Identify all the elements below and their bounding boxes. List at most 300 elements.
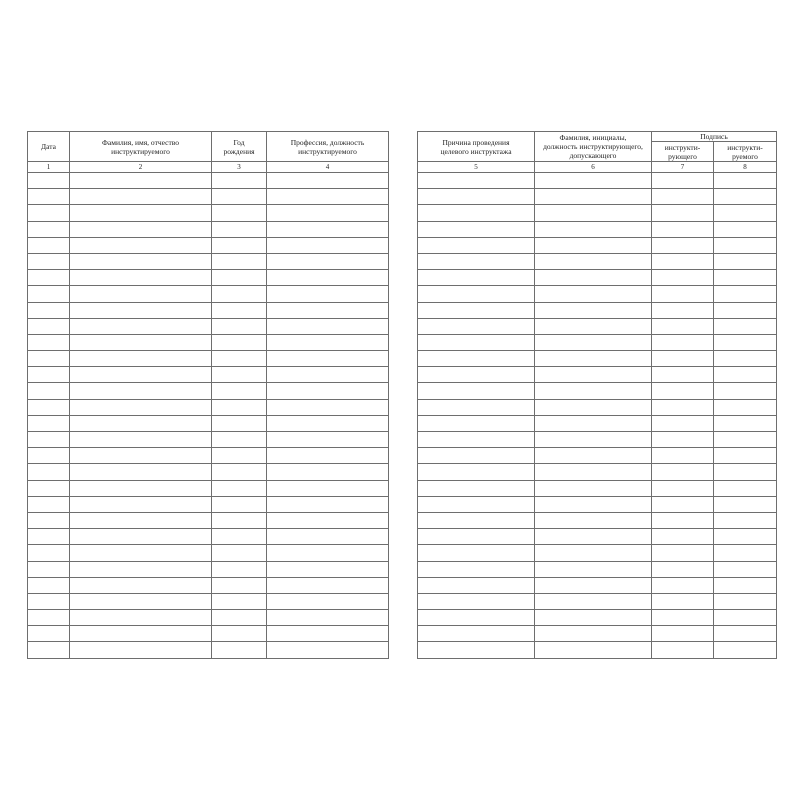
right-entry-cell[interactable]: [652, 318, 714, 334]
left-entry-cell[interactable]: [70, 367, 212, 383]
left-entry-cell[interactable]: [70, 351, 212, 367]
left-entry-cell[interactable]: [267, 221, 389, 237]
right-entry-cell[interactable]: [652, 173, 714, 189]
left-entry-cell[interactable]: [212, 529, 267, 545]
left-entry-cell[interactable]: [28, 561, 70, 577]
table-row: [418, 610, 777, 626]
right-entry-cell[interactable]: [535, 464, 652, 480]
right-entry-cell[interactable]: [418, 383, 535, 399]
right-entry-cell[interactable]: [535, 221, 652, 237]
left-entry-cell[interactable]: [212, 189, 267, 205]
right-entry-cell[interactable]: [714, 561, 777, 577]
table-row: [418, 367, 777, 383]
left-entry-cell[interactable]: [70, 221, 212, 237]
left-entry-cell[interactable]: [212, 496, 267, 512]
left-entry-cell[interactable]: [267, 270, 389, 286]
left-entry-cell[interactable]: [70, 593, 212, 609]
right-entry-cell[interactable]: [535, 415, 652, 431]
right-entry-cell[interactable]: [652, 448, 714, 464]
right-entry-cell[interactable]: [652, 577, 714, 593]
right-entry-cell[interactable]: [652, 383, 714, 399]
right-entry-cell[interactable]: [535, 577, 652, 593]
header-reason: Причина проведения целевого инструктажа: [418, 132, 535, 162]
left-entry-cell[interactable]: [28, 626, 70, 642]
left-entry-cell[interactable]: [28, 480, 70, 496]
right-entry-cell[interactable]: [652, 480, 714, 496]
right-entry-cell[interactable]: [418, 253, 535, 269]
table-row: [418, 302, 777, 318]
left-entry-cell[interactable]: [212, 334, 267, 350]
left-entry-cell[interactable]: [267, 302, 389, 318]
left-entry-cell[interactable]: [212, 351, 267, 367]
right-entry-cell[interactable]: [714, 173, 777, 189]
left-entry-cell[interactable]: [28, 205, 70, 221]
right-entry-cell[interactable]: [714, 480, 777, 496]
right-entry-cell[interactable]: [714, 496, 777, 512]
left-entry-cell[interactable]: [267, 464, 389, 480]
left-entry-cell[interactable]: [28, 545, 70, 561]
right-entry-cell[interactable]: [418, 496, 535, 512]
table-row: [418, 561, 777, 577]
right-entry-cell[interactable]: [652, 415, 714, 431]
left-entry-cell[interactable]: [267, 448, 389, 464]
right-entry-cell[interactable]: [535, 383, 652, 399]
right-entry-cell[interactable]: [535, 610, 652, 626]
left-entry-cell[interactable]: [28, 496, 70, 512]
left-entry-cell[interactable]: [70, 253, 212, 269]
right-entry-cell[interactable]: [418, 626, 535, 642]
left-entry-cell[interactable]: [267, 367, 389, 383]
right-entry-cell[interactable]: [652, 189, 714, 205]
right-entry-cell[interactable]: [535, 529, 652, 545]
right-entry-cell[interactable]: [418, 529, 535, 545]
table-row: [418, 642, 777, 658]
right-entry-cell[interactable]: [418, 432, 535, 448]
right-entry-cell[interactable]: [714, 448, 777, 464]
left-entry-cell[interactable]: [267, 642, 389, 658]
right-entry-cell[interactable]: [714, 577, 777, 593]
right-entry-cell[interactable]: [714, 302, 777, 318]
left-entry-cell[interactable]: [212, 593, 267, 609]
table-row: [418, 577, 777, 593]
left-entry-cell[interactable]: [212, 415, 267, 431]
table-row: [28, 593, 389, 609]
left-entry-cell[interactable]: [267, 626, 389, 642]
left-entry-cell[interactable]: [212, 448, 267, 464]
left-entry-cell[interactable]: [28, 286, 70, 302]
right-entry-cell[interactable]: [714, 512, 777, 528]
left-entry-cell[interactable]: [267, 334, 389, 350]
right-entry-cell[interactable]: [418, 448, 535, 464]
left-entry-cell[interactable]: [70, 270, 212, 286]
right-entry-cell[interactable]: [714, 626, 777, 642]
right-entry-cell[interactable]: [418, 221, 535, 237]
right-entry-cell[interactable]: [535, 480, 652, 496]
left-entry-cell[interactable]: [267, 286, 389, 302]
right-page-table: [417, 131, 777, 659]
right-entry-cell[interactable]: [535, 496, 652, 512]
right-entry-cell[interactable]: [418, 480, 535, 496]
header-full-name: Фамилия, имя, отчество инструктируемого: [70, 132, 212, 162]
table-row: [28, 318, 389, 334]
left-entry-cell[interactable]: [212, 302, 267, 318]
left-entry-cell[interactable]: [267, 173, 389, 189]
right-entry-cell[interactable]: [652, 399, 714, 415]
left-entry-cell[interactable]: [267, 415, 389, 431]
right-entry-cell[interactable]: [418, 367, 535, 383]
table-row: [418, 237, 777, 253]
left-entry-cell[interactable]: [212, 561, 267, 577]
left-entry-cell[interactable]: [212, 173, 267, 189]
left-entry-cell[interactable]: [212, 464, 267, 480]
left-entry-cell[interactable]: [70, 399, 212, 415]
left-entry-cell[interactable]: [212, 610, 267, 626]
right-entry-cell[interactable]: [652, 270, 714, 286]
left-entry-cell[interactable]: [212, 642, 267, 658]
left-entry-cell[interactable]: [212, 318, 267, 334]
left-entry-cell[interactable]: [28, 399, 70, 415]
table-row: [28, 189, 389, 205]
left-entry-cell[interactable]: [70, 512, 212, 528]
left-entry-cell[interactable]: [212, 545, 267, 561]
left-entry-cell[interactable]: [28, 189, 70, 205]
right-entry-cell[interactable]: [714, 432, 777, 448]
left-entry-cell[interactable]: [70, 448, 212, 464]
table-row: [418, 383, 777, 399]
left-entry-cell[interactable]: [212, 383, 267, 399]
table-row: [28, 302, 389, 318]
left-entry-cell[interactable]: [267, 432, 389, 448]
left-entry-cell[interactable]: [28, 221, 70, 237]
left-entry-cell[interactable]: [267, 577, 389, 593]
left-entry-cell[interactable]: [70, 286, 212, 302]
right-entry-cell[interactable]: [535, 593, 652, 609]
right-entry-cell[interactable]: [714, 334, 777, 350]
right-entry-cell[interactable]: [535, 189, 652, 205]
left-entry-cell[interactable]: [212, 577, 267, 593]
left-entry-cell[interactable]: [212, 512, 267, 528]
left-entry-cell[interactable]: [28, 302, 70, 318]
table-row: [28, 432, 389, 448]
right-entry-cell[interactable]: [418, 642, 535, 658]
table-row: [28, 496, 389, 512]
right-entry-cell[interactable]: [535, 205, 652, 221]
left-entry-cell[interactable]: [267, 253, 389, 269]
table-row: [418, 529, 777, 545]
left-entry-cell[interactable]: [28, 173, 70, 189]
table-row: [418, 221, 777, 237]
left-entry-cell[interactable]: [212, 237, 267, 253]
left-entry-cell[interactable]: [267, 561, 389, 577]
table-row: [28, 626, 389, 642]
right-entry-cell[interactable]: [714, 399, 777, 415]
left-entry-cell[interactable]: [267, 512, 389, 528]
left-entry-cell[interactable]: [28, 367, 70, 383]
right-entry-cell[interactable]: [714, 205, 777, 221]
right-entry-cell[interactable]: [535, 399, 652, 415]
right-entry-cell[interactable]: [714, 270, 777, 286]
right-entry-cell[interactable]: [714, 351, 777, 367]
right-entry-cell[interactable]: [652, 593, 714, 609]
header-admitting-person: Фамилия, инициалы, должность инструктирующего, допускающего: [535, 132, 652, 162]
right-entry-cell[interactable]: [535, 270, 652, 286]
table-row: [418, 545, 777, 561]
left-entry-cell[interactable]: [212, 253, 267, 269]
table-row: [418, 593, 777, 609]
left-entry-cell[interactable]: [28, 464, 70, 480]
column-number: 4: [267, 162, 389, 173]
left-entry-cell[interactable]: [70, 432, 212, 448]
left-entry-cell[interactable]: [267, 237, 389, 253]
left-entry-cell[interactable]: [28, 334, 70, 350]
left-entry-cell[interactable]: [70, 545, 212, 561]
table-row: [418, 253, 777, 269]
left-entry-cell[interactable]: [70, 642, 212, 658]
right-entry-cell[interactable]: [418, 237, 535, 253]
right-entry-cell[interactable]: [535, 512, 652, 528]
left-entry-cell[interactable]: [70, 173, 212, 189]
right-entry-cell[interactable]: [652, 496, 714, 512]
right-entry-cell[interactable]: [418, 318, 535, 334]
right-entry-cell[interactable]: [535, 253, 652, 269]
left-entry-cell[interactable]: [28, 270, 70, 286]
left-entry-cell[interactable]: [267, 351, 389, 367]
left-entry-cell[interactable]: [267, 610, 389, 626]
right-entry-cell[interactable]: [535, 237, 652, 253]
right-entry-cell[interactable]: [535, 318, 652, 334]
left-entry-cell[interactable]: [28, 642, 70, 658]
right-entry-cell[interactable]: [535, 173, 652, 189]
right-entry-cell[interactable]: [714, 383, 777, 399]
right-entry-cell[interactable]: [652, 432, 714, 448]
left-entry-cell[interactable]: [70, 383, 212, 399]
left-entry-cell[interactable]: [28, 448, 70, 464]
right-entry-cell[interactable]: [652, 545, 714, 561]
right-entry-cell[interactable]: [535, 545, 652, 561]
table-row: [28, 270, 389, 286]
table-row: [418, 448, 777, 464]
left-entry-cell[interactable]: [70, 529, 212, 545]
column-number: 1: [28, 162, 70, 173]
left-entry-cell[interactable]: [267, 593, 389, 609]
right-entry-cell[interactable]: [652, 253, 714, 269]
right-entry-cell[interactable]: [418, 593, 535, 609]
right-entry-cell[interactable]: [714, 286, 777, 302]
table-row: [28, 610, 389, 626]
right-entry-cell[interactable]: [418, 545, 535, 561]
right-entry-cell[interactable]: [652, 610, 714, 626]
right-entry-cell[interactable]: [418, 610, 535, 626]
right-entry-cell[interactable]: [418, 189, 535, 205]
left-entry-cell[interactable]: [28, 529, 70, 545]
right-entry-cell[interactable]: [535, 367, 652, 383]
left-entry-cell[interactable]: [267, 383, 389, 399]
left-entry-cell[interactable]: [70, 415, 212, 431]
right-entry-cell[interactable]: [418, 399, 535, 415]
right-entry-cell[interactable]: [714, 545, 777, 561]
right-entry-cell[interactable]: [535, 448, 652, 464]
table-row: [418, 270, 777, 286]
right-entry-cell[interactable]: [652, 367, 714, 383]
right-entry-cell[interactable]: [652, 237, 714, 253]
right-entry-cell[interactable]: [535, 642, 652, 658]
left-entry-cell[interactable]: [212, 367, 267, 383]
right-entry-cell[interactable]: [714, 642, 777, 658]
table-row: [28, 577, 389, 593]
left-entry-cell[interactable]: [212, 480, 267, 496]
left-entry-cell[interactable]: [70, 610, 212, 626]
left-entry-cell[interactable]: [267, 189, 389, 205]
table-row: [418, 399, 777, 415]
right-entry-cell[interactable]: [535, 334, 652, 350]
table-row: [28, 286, 389, 302]
table-row: [28, 399, 389, 415]
left-entry-cell[interactable]: [267, 480, 389, 496]
right-entry-cell[interactable]: [652, 205, 714, 221]
column-number: 5: [418, 162, 535, 173]
left-entry-cell[interactable]: [267, 529, 389, 545]
left-entry-cell[interactable]: [28, 383, 70, 399]
table-row: [418, 318, 777, 334]
right-entry-cell[interactable]: [652, 221, 714, 237]
table-row: [418, 464, 777, 480]
right-entry-cell[interactable]: [652, 561, 714, 577]
column-number: 2: [70, 162, 212, 173]
right-entry-cell[interactable]: [652, 334, 714, 350]
right-entry-cell[interactable]: [418, 512, 535, 528]
right-entry-cell[interactable]: [714, 367, 777, 383]
right-entry-cell[interactable]: [535, 351, 652, 367]
right-entry-cell[interactable]: [714, 610, 777, 626]
table-row: [28, 367, 389, 383]
left-entry-cell[interactable]: [28, 432, 70, 448]
right-entry-cell[interactable]: [714, 189, 777, 205]
left-entry-cell[interactable]: [267, 205, 389, 221]
table-row: [28, 545, 389, 561]
table-row: [28, 464, 389, 480]
right-entry-cell[interactable]: [652, 351, 714, 367]
right-entry-cell[interactable]: [652, 302, 714, 318]
right-entry-cell[interactable]: [418, 205, 535, 221]
right-entry-cell[interactable]: [714, 253, 777, 269]
column-number: 3: [212, 162, 267, 173]
left-entry-cell[interactable]: [70, 334, 212, 350]
left-entry-cell[interactable]: [28, 253, 70, 269]
table-row: [418, 626, 777, 642]
right-entry-cell[interactable]: [652, 512, 714, 528]
table-row: [418, 286, 777, 302]
left-entry-cell[interactable]: [212, 432, 267, 448]
right-entry-cell[interactable]: [535, 432, 652, 448]
left-entry-cell[interactable]: [70, 302, 212, 318]
right-entry-cell[interactable]: [714, 529, 777, 545]
table-row: [418, 415, 777, 431]
left-entry-cell[interactable]: [70, 480, 212, 496]
right-entry-cell[interactable]: [652, 286, 714, 302]
right-entry-cell[interactable]: [418, 577, 535, 593]
right-entry-cell[interactable]: [418, 561, 535, 577]
table-row: [28, 237, 389, 253]
right-entry-cell[interactable]: [652, 642, 714, 658]
left-entry-cell[interactable]: [212, 286, 267, 302]
right-entry-cell[interactable]: [535, 286, 652, 302]
left-entry-cell[interactable]: [267, 318, 389, 334]
table-row: [28, 561, 389, 577]
table-row: [28, 205, 389, 221]
left-entry-cell[interactable]: [70, 189, 212, 205]
right-entry-cell[interactable]: [418, 351, 535, 367]
right-entry-cell[interactable]: [418, 302, 535, 318]
left-entry-cell[interactable]: [267, 399, 389, 415]
right-entry-cell[interactable]: [535, 561, 652, 577]
right-entry-cell[interactable]: [418, 173, 535, 189]
right-entry-cell[interactable]: [714, 464, 777, 480]
left-entry-cell[interactable]: [70, 561, 212, 577]
left-entry-cell[interactable]: [70, 237, 212, 253]
left-entry-cell[interactable]: [70, 205, 212, 221]
right-entry-cell[interactable]: [714, 415, 777, 431]
left-entry-cell[interactable]: [28, 237, 70, 253]
right-entry-cell[interactable]: [535, 302, 652, 318]
left-entry-cell[interactable]: [212, 399, 267, 415]
right-entry-cell[interactable]: [418, 464, 535, 480]
table-row: [28, 415, 389, 431]
right-entry-cell[interactable]: [418, 334, 535, 350]
table-row: [418, 351, 777, 367]
left-entry-cell[interactable]: [70, 318, 212, 334]
left-entry-cell[interactable]: [28, 318, 70, 334]
left-entry-cell[interactable]: [28, 351, 70, 367]
left-entry-cell[interactable]: [70, 577, 212, 593]
right-entry-cell[interactable]: [714, 593, 777, 609]
left-entry-cell[interactable]: [28, 610, 70, 626]
left-entry-cell[interactable]: [212, 205, 267, 221]
right-entry-cell[interactable]: [652, 626, 714, 642]
left-entry-cell[interactable]: [28, 415, 70, 431]
right-entry-cell[interactable]: [714, 237, 777, 253]
left-page-table: [27, 131, 389, 659]
left-entry-cell[interactable]: [28, 512, 70, 528]
left-entry-cell[interactable]: [212, 221, 267, 237]
left-entry-cell[interactable]: [267, 545, 389, 561]
left-entry-cell[interactable]: [70, 626, 212, 642]
left-entry-cell[interactable]: [212, 626, 267, 642]
table-row: [418, 205, 777, 221]
table-row: [418, 496, 777, 512]
table-row: [418, 432, 777, 448]
right-entry-cell[interactable]: [652, 529, 714, 545]
table-row: [28, 383, 389, 399]
left-entry-cell[interactable]: [70, 464, 212, 480]
table-row: [28, 221, 389, 237]
right-entry-cell[interactable]: [418, 286, 535, 302]
right-entry-cell[interactable]: [652, 464, 714, 480]
table-row: [28, 512, 389, 528]
header-signature-instructed: инструкти- руемого: [714, 142, 777, 162]
left-entry-cell[interactable]: [212, 270, 267, 286]
right-entry-cell[interactable]: [418, 270, 535, 286]
right-entry-cell[interactable]: [418, 415, 535, 431]
right-entry-cell[interactable]: [714, 318, 777, 334]
table-row: [28, 173, 389, 189]
right-entry-cell[interactable]: [535, 626, 652, 642]
right-entry-cell[interactable]: [714, 221, 777, 237]
left-entry-cell[interactable]: [267, 496, 389, 512]
left-entry-cell[interactable]: [28, 593, 70, 609]
table-row: [28, 529, 389, 545]
left-entry-cell[interactable]: [28, 577, 70, 593]
left-entry-cell[interactable]: [70, 496, 212, 512]
